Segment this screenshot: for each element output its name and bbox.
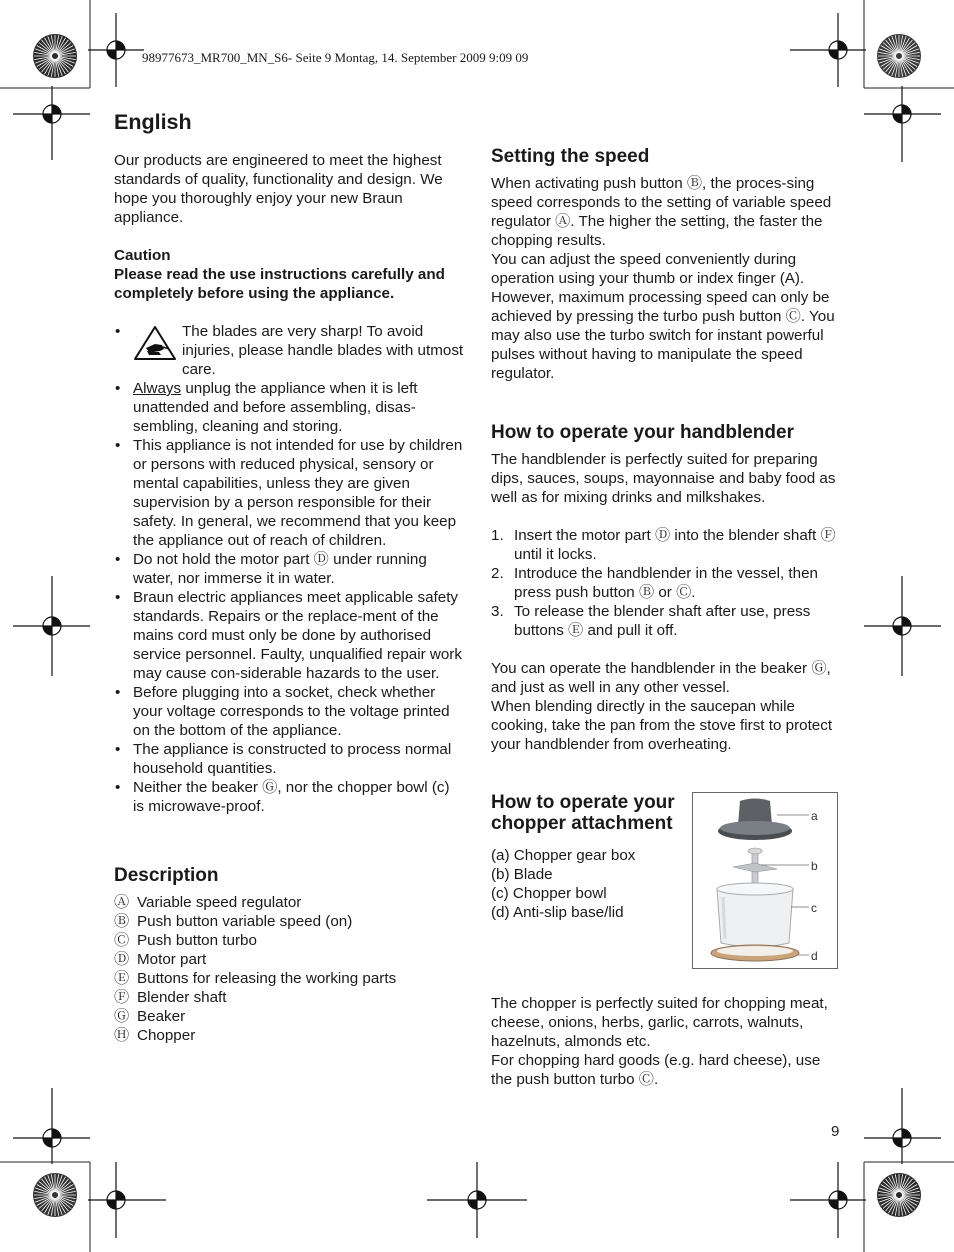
description-heading: Description xyxy=(114,865,219,886)
chopper-section xyxy=(491,792,843,980)
list-item: Ⓖ Beaker xyxy=(114,1008,186,1025)
list-item: Ⓗ Chopper xyxy=(114,1027,196,1044)
chopper-part: (d) Anti-slip base/lid xyxy=(491,904,624,921)
chopper-paragraph-2: For chopping hard goods (e.g. hard cheese), use the push button turbo Ⓒ. xyxy=(491,1052,821,1088)
list-item: 2. Introduce the handblender in the vessel, then press push button Ⓑ or Ⓒ. xyxy=(491,565,818,601)
list-item: • Braun electric appliances meet applicable safety standards. Repairs or the replace-ment of the mains cord must only be done by authorised service personnel. Faulty, unqualified repair work may cause con-siderable hazards to the user. xyxy=(114,588,464,683)
speed-heading: Setting the speed xyxy=(491,146,650,167)
figure-label-b: b xyxy=(811,859,818,873)
list-item: • This appliance is not intended for use by children or persons with reduced physical, sensory or mental capabilities, unless they are given supervision by a person responsible for their safety. In general, we recommend that you keep the appliance out of reach of children. xyxy=(114,436,464,550)
speed-paragraph-1: When activating push button Ⓑ, the proces-sing speed corresponds to the setting of variable speed regulator Ⓐ. The higher the setting, the faster the chopping results. xyxy=(491,175,832,249)
list-item: Ⓑ Push button variable speed (on) xyxy=(114,913,353,930)
handblender-heading: How to operate your handblender xyxy=(491,422,794,443)
handblender-intro: The handblender is perfectly suited for preparing dips, sauces, soups, mayonnaise and baby food as well as for mixing drinks and milkshakes. xyxy=(491,451,836,506)
sharp-blade-warning-icon xyxy=(133,322,182,379)
list-item xyxy=(114,322,464,379)
list-item xyxy=(114,379,464,436)
caution-text: Please read the use instructions carefully and completely before using the appliance. xyxy=(114,266,445,302)
blade-warning-text: • The blades are very sharp! To avoid injuries, please handle blades with utmost care. xyxy=(182,323,464,378)
list-item: • The appliance is constructed to process normal household quantities. xyxy=(114,740,464,778)
chopper-heading: How to operate your chopper attachment xyxy=(491,792,675,834)
handblender-paragraph-1: You can operate the handblender in the beaker Ⓖ, and just as well in any other vessel. xyxy=(491,660,831,696)
caution-heading: Caution xyxy=(114,247,171,264)
print-header: 98977673_MR700_MN_S6- Seite 9 Montag, 14. September 2009 9:09 09 xyxy=(142,50,529,65)
list-item: • Before plugging into a socket, check whether your voltage corresponds to the voltage printed on the bottom of the appliance. xyxy=(114,683,464,740)
left-column xyxy=(114,108,464,1045)
chopper-figure xyxy=(692,792,838,969)
chopper-part: (a) Chopper gear box xyxy=(491,847,636,864)
list-item: Ⓒ Push button turbo xyxy=(114,932,257,949)
page-number: 9 xyxy=(831,1123,840,1140)
speed-paragraph-2: You can adjust the speed conveniently during operation using your thumb or index finger (A). However, maximum processing speed can only be achieved by pressing the turbo push button Ⓒ. You may also use the turbo switch for instant powerful pulses without having to manipulate the speed regulator. xyxy=(491,251,835,382)
always-word: Always xyxy=(133,380,182,397)
list-item: Ⓓ Motor part xyxy=(114,951,207,968)
figure-label-c: c xyxy=(811,901,817,915)
list-item: Ⓔ Buttons for releasing the working parts xyxy=(114,970,397,987)
intro-paragraph: Our products are engineered to meet the highest standards of quality, functionality and design. We hope you thoroughly enjoy your new Braun appliance. xyxy=(114,152,443,226)
safety-list xyxy=(114,322,464,816)
description-list xyxy=(114,893,464,1045)
chopper-part: (c) Chopper bowl xyxy=(491,885,607,902)
handblender-steps xyxy=(491,526,843,640)
list-item: 1. Insert the motor part Ⓓ into the blender shaft Ⓕ until it locks. xyxy=(491,527,836,563)
figure-label-d: d xyxy=(811,949,818,963)
chopper-paragraph-1: The chopper is perfectly suited for chopping meat, cheese, onions, herbs, garlic, carrots, walnuts, hazelnuts, almonds etc. xyxy=(491,995,828,1050)
list-item: • Neither the beaker Ⓖ, nor the chopper bowl (c) is microwave-proof. xyxy=(114,778,464,816)
list-item: Ⓕ Blender shaft xyxy=(114,989,227,1006)
chopper-part: (b) Blade xyxy=(491,866,553,883)
right-column xyxy=(491,145,843,1089)
page-title: English xyxy=(114,110,192,134)
always-text: unplug the appliance when it is left unattended and before assembling, disas-sembling, cleaning and storing. xyxy=(133,380,418,435)
list-item: • Do not hold the motor part Ⓓ under running water, nor immerse it in water. xyxy=(114,550,464,588)
handblender-paragraph-2: When blending directly in the saucepan while cooking, take the pan from the stove first to protect your handblender from overheating. xyxy=(491,698,833,753)
list-item: Ⓐ Variable speed regulator xyxy=(114,894,302,911)
figure-label-a: a xyxy=(811,809,818,823)
list-item: 3. To release the blender shaft after use, press buttons Ⓔ and pull it off. xyxy=(491,603,811,639)
